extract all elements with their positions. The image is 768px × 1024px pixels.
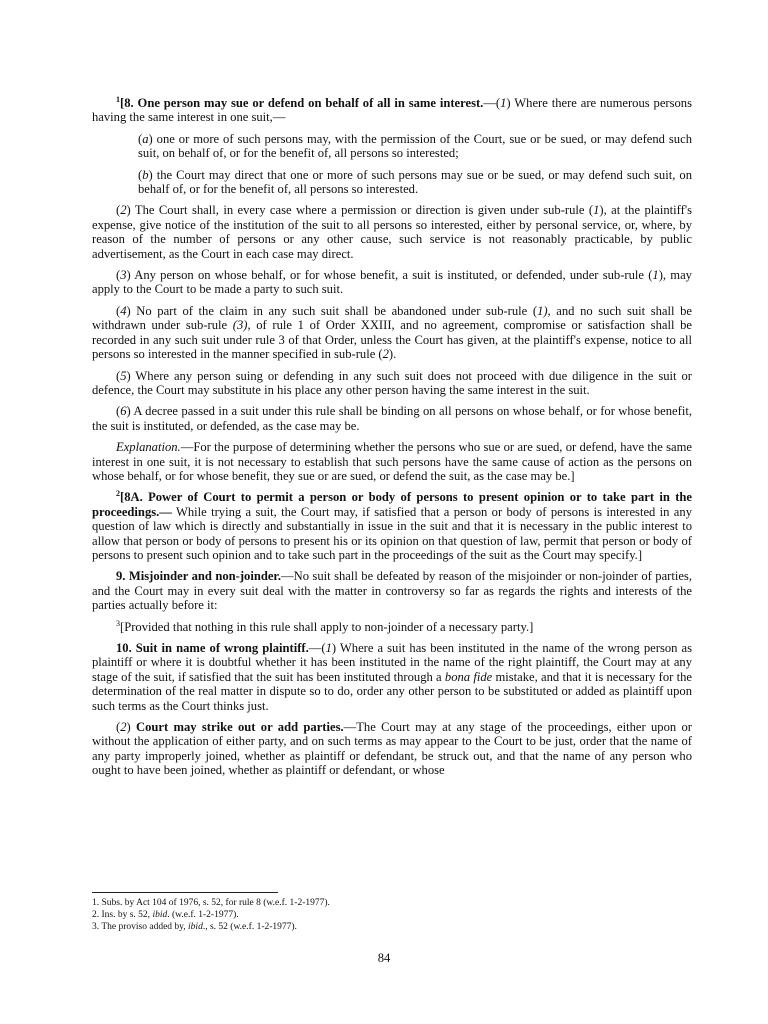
rule-9-heading: 9. Misjoinder and non-joinder. [116, 569, 281, 584]
rule-8-explanation: Explanation.—For the purpose of determining whether the persons who sue or are sued, or defend, have the same interest in one suit, it is not necessary to establish that such persons have the same cause of action as the persons on whose behalf, or for whose benefit, they sue or are sued, or defend the suit, as the case may be.] [92, 440, 692, 483]
rule-9: 9. Misjoinder and non-joinder.—No suit shall be defeated by reason of the misjoinder or non-joinder of parties, and the Court may in every suit deal with the matter in controversy so far as regards the rights and interests of the parties actually before it: [92, 569, 692, 613]
rule-8-subrule-2: (2) The Court shall, in every case where a permission or direction is given under sub-rule (1), at the plaintiff's expense, give notice of the institution of the suit to all persons so interested, either by personal service, or, where, by reason of the number of persons or any other cause, such service is not reasonably practicable, by public advertisement, as the Court in each case may direct. [92, 203, 692, 261]
rule-10-heading: 10. Suit in name of wrong plaintiff. [116, 641, 309, 655]
rule-8-subrule-6: (6) A decree passed in a suit under this rule shall be binding on all persons on whose behalf, or for whose benefit, the suit is instituted, or defended, as the case may be. [92, 404, 692, 433]
footnote-3: 3. The proviso added by, ibid., s. 52 (w.e.f. 1-2-1977). [92, 922, 297, 932]
footnote-ref-3: 3 [116, 618, 120, 628]
rule-10-subrule-2-heading: Court may strike out or add parties. [136, 720, 344, 735]
footnote-ref-1: 1 [116, 94, 120, 104]
footnote-ref-2: 2 [116, 489, 120, 499]
footnotes [92, 897, 692, 933]
footnote-divider [92, 892, 278, 893]
rule-8a-heading: [8A. Power of Court to permit a person or body of persons to present opinion or to take part in the proceedings.— [92, 490, 692, 519]
rule-8-heading: 8. One person may sue or defend on behalf of all in same interest. [124, 96, 484, 110]
rule-10-subrule-2: (2) Court may strike out or add parties.—The Court may at any stage of the proceedings, either upon or without the application of either party, and on such terms as may appear to the Court to be just, order that the name of any party improperly joined, whether as plaintiff or defendant, be struck out, and that the name of any person who ought to have been joined, whether as plaintiff or defendant, or whose [92, 720, 692, 778]
rule-9-proviso: $^3$[Provided that nothing in this rule shall apply to non-joinder of a necessary party.] [116, 618, 534, 634]
rule-8-intro: $^1$[8. One person may sue or defend on behalf of all in same interest.—(1) Where there are numerous persons having the same interest in one suit,— [92, 94, 692, 125]
rule-8-subrule-3: (3) Any person on whose behalf, or for whose benefit, a suit is instituted, or defended, under sub-rule (1), may apply to the Court to be made a party to such suit. [92, 268, 692, 297]
page-number: 84 [377, 951, 391, 965]
footnote-2: 2. Ins. by s. 52, ibid. (w.e.f. 1-2-1977). [92, 910, 239, 920]
footnote-1: 1. Subs. by Act 104 of 1976, s. 52, for rule 8 (w.e.f. 1-2-1977). [92, 898, 330, 908]
rule-8-clause-b: (b) the Court may direct that one or more of such persons may sue or be sued, or may defend such suit, on behalf of, or for the benefit of, all persons so interested. [138, 167, 692, 197]
rule-8a: $^2$[8A. Power of Court to permit a person or body of persons to present opinion or to take part in the proceedings.— While trying a suit, the Court may, if satisfied that a person or body of persons is interested in any question of law which is directly and substantially in issue in the suit and that it is necessary in the public interest to allow that person or body of persons to present his or its opinion on that question of law, permit that person or body of persons to present such opinion and to take such part in the proceedings of the suit as the Court may specify.] [92, 489, 692, 562]
rule-10-subrule-1: 10. Suit in name of wrong plaintiff.—(1) Where a suit has been instituted in the name of the wrong person as plaintiff or where it is doubtful whether it has been instituted in the name of the right plaintiff, the Court may at any stage of the suit, if satisfied that the suit has been instituted through a bona fide mistake, and that it is necessary for the determination of the real matter in dispute so to do, order any other person to be substituted or added as plaintiff upon such terms as the Court thinks just. [92, 641, 692, 713]
rule-8-clause-a: (a) one or more of such persons may, with the permission of the Court, sue or be sued, or may defend such suit, on behalf of, or for the benefit of, all persons so interested; [138, 131, 692, 161]
document-body [92, 96, 692, 785]
rule-8-subrule-4: (4) No part of the claim in any such suit shall be abandoned under sub-rule (1), and no such suit shall be withdrawn under sub-rule (3), of rule 1 of Order XXIII, and no agreement, compromise or satisfaction shall be recorded in any such suit under rule 3 of that Order, unless the Court has given, at the plaintiff's expense, notice to all persons so interested in the manner specified in sub-rule (2). [92, 303, 693, 362]
rule-8-subrule-5: (5) Where any person suing or defending in any such suit does not proceed with due diligence in the suit or defence, the Court may substitute in his place any other person having the same interest in the suit. [92, 368, 692, 397]
